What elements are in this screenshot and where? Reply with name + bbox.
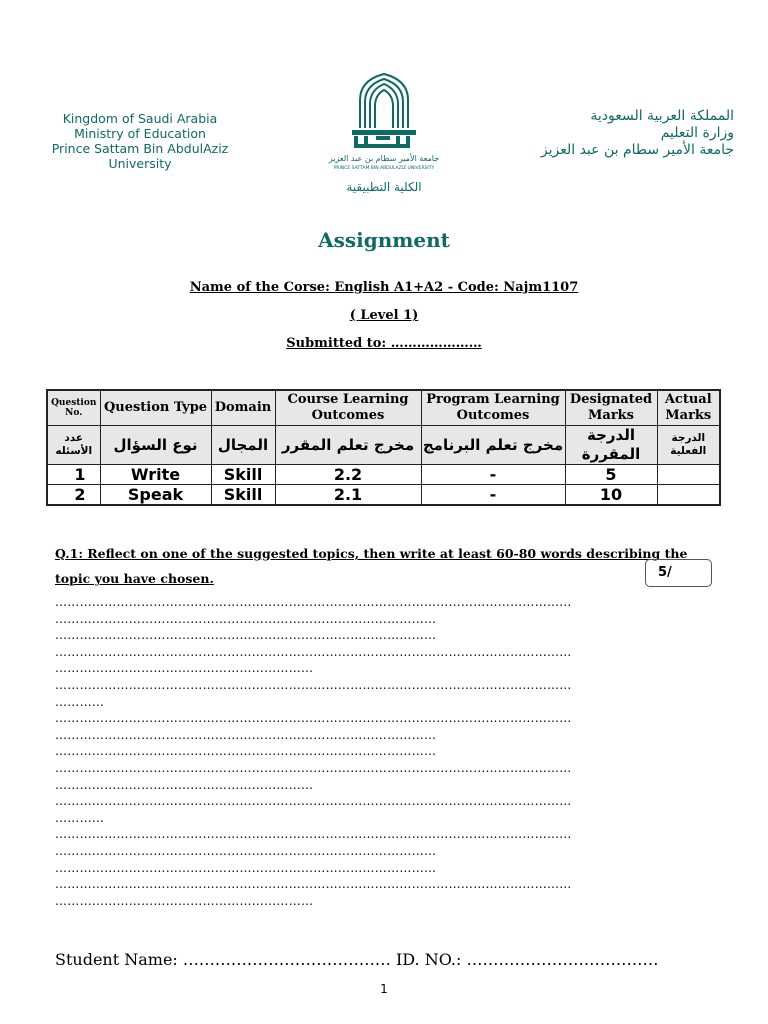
header-arabic (494, 108, 734, 159)
table-cell: 2 (47, 485, 100, 506)
page-number: 1 (380, 982, 388, 996)
table-cell: 2.2 (275, 465, 421, 485)
header-cell: المجال (211, 426, 275, 465)
table-row (47, 465, 720, 485)
course-line: Name of the Corse: English A1+A2 - Code: Najm1107 (189, 280, 579, 295)
university-logo-icon (314, 70, 454, 175)
table-cell (657, 465, 720, 485)
answer-line: ……………………………………………………………………………………………………………… (55, 644, 572, 659)
header-cell: Question Type (100, 390, 211, 426)
answer-line: ………… (55, 810, 105, 825)
header-arabic-line: وزارة التعليم (660, 125, 734, 141)
header-english-line: Kingdom of Saudi Arabia (62, 111, 218, 126)
level-line: ( Level 1) (349, 308, 419, 323)
answer-line: ………………………………………………………………………………… (55, 744, 437, 759)
table-cell: 1 (47, 465, 100, 485)
table-cell: 10 (565, 485, 657, 506)
answer-line: ……………………………………………………………………………………………………………… (55, 760, 572, 775)
table-cell: - (421, 465, 565, 485)
header-cell: مخرج تعلم البرنامج (421, 426, 565, 465)
answer-lines[interactable] (55, 594, 725, 909)
header-cell: الدرجة المقررة (565, 426, 657, 465)
answer-line: ……………………………………………………………………………………………………………… (55, 677, 572, 692)
document-title: Assignment (318, 228, 450, 252)
answer-line: ……………………………………………………………………………………………………………… (55, 827, 572, 842)
header-cell: الدرجة الفعلية (657, 426, 720, 465)
header-cell: مخرج تعلم المقرر (275, 426, 421, 465)
submitted-line: Submitted to: ………………… (286, 336, 482, 351)
header-cell: Actual Marks (657, 390, 720, 426)
answer-line: ……………………………………………………………………………………………………………… (55, 595, 572, 609)
logo-english-text: PRINCE SATTAM BIN ABDULAZIZ UNIVERSITY (333, 166, 435, 171)
table-cell: - (421, 485, 565, 506)
table-cell: Write (100, 465, 211, 485)
question-text: Q.1: Reflect on one of the suggested topics, then write at least 60-80 words describing the topic you have chosen. (55, 546, 688, 586)
table-cell: 5 (565, 465, 657, 485)
answer-line: ………………………………………………………………………………… (55, 611, 437, 626)
table-cell: Skill (211, 465, 275, 485)
answer-line: ………… (55, 694, 105, 709)
university-logo (314, 70, 454, 200)
table-header-english (47, 390, 720, 426)
answer-line: ……………………………………………………… (55, 777, 314, 792)
answer-line: ………………………………………………………………………………… (55, 860, 437, 875)
score-box (645, 559, 712, 587)
marks-table (46, 389, 721, 506)
answer-line: ……………………………………………………… (55, 893, 314, 908)
answer-line: ………………………………………………………………………………… (55, 727, 437, 742)
answer-line: ……………………………………………………… (55, 661, 314, 676)
header-cell: Course Learning Outcomes (275, 390, 421, 426)
table-cell (657, 485, 720, 506)
header-cell: نوع السؤال (100, 426, 211, 465)
answer-line: ………………………………………………………………………………… (55, 628, 437, 643)
header-english (40, 111, 240, 171)
logo-arabic-text: جامعة الأمير سطام بن عبد العزيز (328, 154, 440, 163)
answer-line: ……………………………………………………………………………………………………………… (55, 711, 572, 726)
student-line: Student Name: ………………………………… ID. NO.: ……………………………… (55, 950, 659, 969)
header-english-line: University (108, 156, 172, 171)
header-arabic-line: جامعة الأمير سطام بن عبد العزيز (540, 142, 734, 158)
header-cell: Designated Marks (565, 390, 657, 426)
table-cell: Speak (100, 485, 211, 506)
table-header-arabic (47, 426, 720, 465)
college-name: الكلية التطبيقية (346, 180, 422, 194)
answer-line: ……………………………………………………………………………………………………………… (55, 877, 572, 892)
answer-line: ………………………………………………………………………………… (55, 843, 437, 858)
table-cell: 2.1 (275, 485, 421, 506)
header-arabic-line: المملكة العربية السعودية (590, 108, 734, 124)
header-cell: Program Learning Outcomes (421, 390, 565, 426)
header-english-line: Ministry of Education (74, 126, 206, 141)
header-english-line: Prince Sattam Bin AbdulAziz (51, 141, 229, 156)
header-cell: Question No. (47, 390, 100, 426)
table-row (47, 485, 720, 506)
header-cell: عدد الأسئله (47, 426, 100, 465)
score-label: 5/ (658, 565, 672, 580)
answer-line: ……………………………………………………………………………………………………………… (55, 794, 572, 809)
header-cell: Domain (211, 390, 275, 426)
table-cell: Skill (211, 485, 275, 506)
